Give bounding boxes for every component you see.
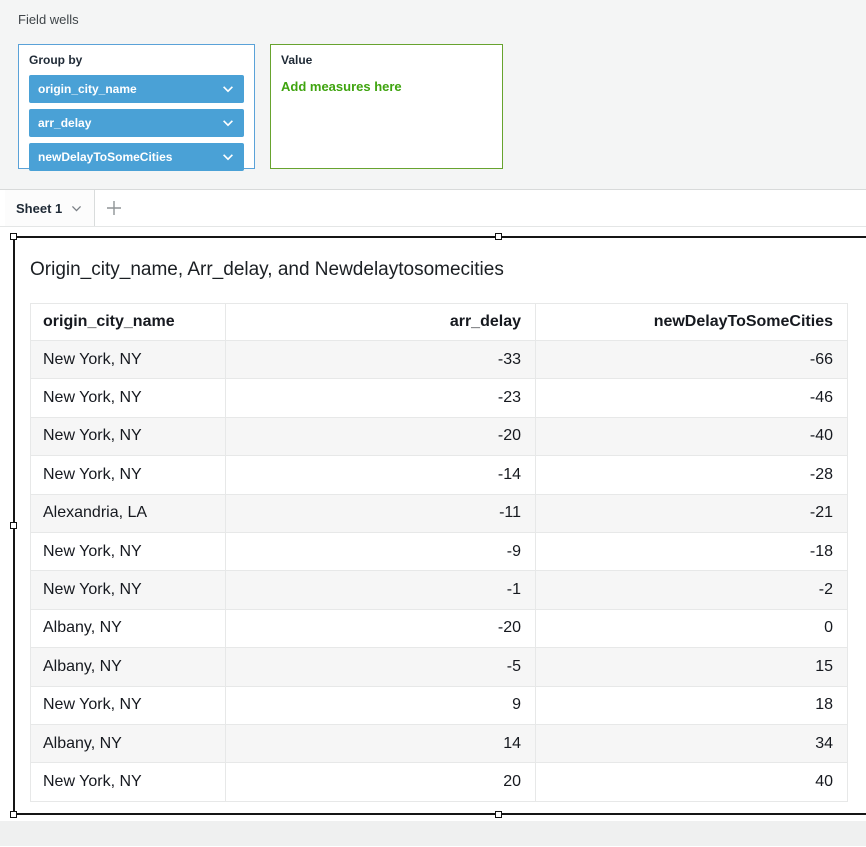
table-cell[interactable]: Albany, NY <box>31 724 226 762</box>
chevron-down-icon[interactable] <box>221 82 235 96</box>
resize-handle-bottom-middle[interactable] <box>495 811 502 818</box>
field-pill[interactable] <box>29 143 244 171</box>
table-header-row <box>31 304 848 341</box>
table-cell[interactable]: 34 <box>536 724 848 762</box>
table-cell[interactable]: Albany, NY <box>31 609 226 647</box>
table-cell[interactable]: -5 <box>226 648 536 686</box>
column-header[interactable]: newDelayToSomeCities <box>536 304 848 341</box>
table-cell[interactable]: -33 <box>226 341 536 379</box>
table-cell[interactable]: -2 <box>536 571 848 609</box>
table-cell[interactable]: -46 <box>536 379 848 417</box>
resize-handle-top-left[interactable] <box>10 233 17 240</box>
chevron-down-icon[interactable] <box>221 116 235 130</box>
sheet-workspace <box>0 227 866 846</box>
table-cell[interactable]: 14 <box>226 724 536 762</box>
table-body <box>31 341 848 802</box>
table-cell[interactable]: 9 <box>226 686 536 724</box>
table-cell[interactable]: New York, NY <box>31 417 226 455</box>
field-wells-panel <box>0 0 866 190</box>
table-cell[interactable]: -20 <box>226 609 536 647</box>
group-by-well[interactable] <box>18 44 255 169</box>
table-cell[interactable]: New York, NY <box>31 532 226 570</box>
table-cell[interactable]: -1 <box>226 571 536 609</box>
add-measures-hint: Add measures here <box>281 79 402 94</box>
column-header[interactable]: origin_city_name <box>31 304 226 341</box>
table-cell[interactable]: New York, NY <box>31 379 226 417</box>
table-cell[interactable]: -14 <box>226 456 536 494</box>
table-row <box>31 494 848 532</box>
chevron-down-icon[interactable] <box>70 202 83 215</box>
table-row <box>31 456 848 494</box>
chevron-down-icon[interactable] <box>221 150 235 164</box>
table-cell[interactable]: -40 <box>536 417 848 455</box>
table-cell[interactable]: 40 <box>536 763 848 801</box>
field-pill-label: origin_city_name <box>38 82 137 96</box>
table-cell[interactable]: -28 <box>536 456 848 494</box>
table-cell[interactable]: 15 <box>536 648 848 686</box>
table-cell[interactable]: 20 <box>226 763 536 801</box>
field-pill-label: newDelayToSomeCities <box>38 150 173 164</box>
resize-handle-bottom-left[interactable] <box>10 811 17 818</box>
table-cell[interactable]: -21 <box>536 494 848 532</box>
table-row <box>31 648 848 686</box>
field-wells-title: Field wells <box>18 12 79 27</box>
value-well[interactable] <box>270 44 503 169</box>
table-row <box>31 341 848 379</box>
table-cell[interactable]: New York, NY <box>31 456 226 494</box>
field-pill-label: arr_delay <box>38 116 92 130</box>
field-pill[interactable] <box>29 109 244 137</box>
table-visual[interactable] <box>13 236 866 815</box>
table-cell[interactable]: -23 <box>226 379 536 417</box>
table-row <box>31 571 848 609</box>
table-cell[interactable]: Albany, NY <box>31 648 226 686</box>
table-cell[interactable]: -18 <box>536 532 848 570</box>
table-cell[interactable]: New York, NY <box>31 341 226 379</box>
table-row <box>31 532 848 570</box>
table-row <box>31 686 848 724</box>
sheet-tab-bar <box>0 190 866 227</box>
table-cell[interactable]: Alexandria, LA <box>31 494 226 532</box>
table-cell[interactable]: -66 <box>536 341 848 379</box>
table-cell[interactable]: -9 <box>226 532 536 570</box>
canvas-bottom-strip <box>0 821 866 846</box>
tab-sheet-1[interactable] <box>5 190 95 226</box>
value-label: Value <box>281 53 313 67</box>
add-sheet-button[interactable] <box>95 190 133 226</box>
table-row <box>31 379 848 417</box>
table-cell[interactable]: 18 <box>536 686 848 724</box>
table-cell[interactable]: -11 <box>226 494 536 532</box>
group-by-label: Group by <box>29 53 83 67</box>
sheet-tab-label: Sheet 1 <box>16 200 63 216</box>
table-row <box>31 609 848 647</box>
table-cell[interactable]: 0 <box>536 609 848 647</box>
table-row <box>31 763 848 801</box>
visual-title: Origin_city_name, Arr_delay, and Newdelaytosomecities <box>30 259 504 280</box>
column-header[interactable]: arr_delay <box>226 304 536 341</box>
table-cell[interactable]: New York, NY <box>31 571 226 609</box>
table-cell[interactable]: -20 <box>226 417 536 455</box>
group-by-pills <box>29 75 244 171</box>
data-table <box>30 303 848 802</box>
table-row <box>31 417 848 455</box>
field-pill[interactable] <box>29 75 244 103</box>
plus-icon <box>105 199 123 217</box>
table-cell[interactable]: New York, NY <box>31 763 226 801</box>
resize-handle-top-middle[interactable] <box>495 233 502 240</box>
resize-handle-left-middle[interactable] <box>10 522 17 529</box>
table-row <box>31 724 848 762</box>
table-cell[interactable]: New York, NY <box>31 686 226 724</box>
